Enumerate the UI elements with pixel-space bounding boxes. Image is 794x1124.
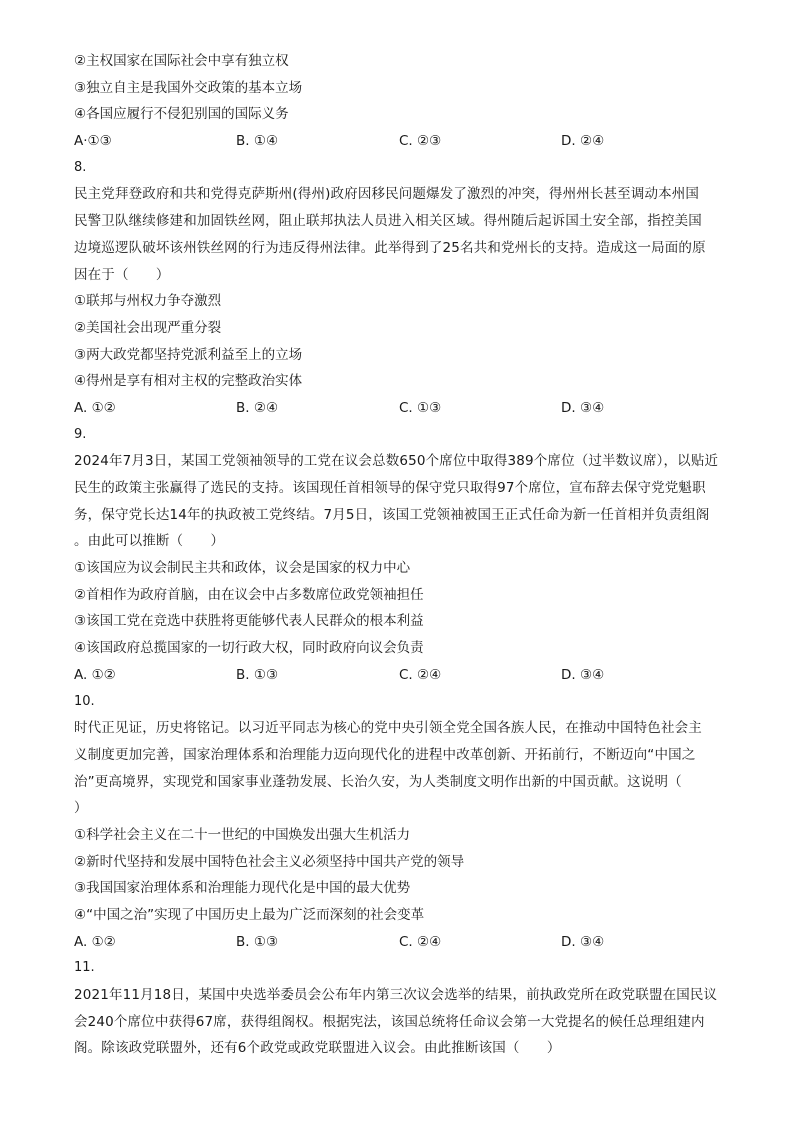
option-a: A. ①② <box>74 933 116 950</box>
stem-line: 时代正见证，历史将铭记。以习近平同志为核心的党中央引领全党全国各族人民，在推动中国特色社会主 <box>74 720 702 737</box>
option-d: D. ③④ <box>561 666 605 683</box>
question-7-tail <box>74 50 724 152</box>
stem-line: 边境巡逻队破坏该州铁丝网的行为违反得州法律。此举得到了25名共和党州长的支持。造成这一局面的原 <box>74 239 706 256</box>
option-a: A. ①② <box>74 666 116 683</box>
statement-item: ④该国政府总揽国家的一切行政大权，同时政府向议会负责 <box>74 640 424 657</box>
option-a: A·①③ <box>74 133 112 150</box>
statement-item: ①该国应为议会制民主共和政体，议会是国家的权力中心 <box>74 560 411 577</box>
stem-line: 因在于（ ） <box>74 266 170 283</box>
statement-item: ②新时代坚持和发展中国特色社会主义必须坚持中国共产党的领导 <box>74 853 465 870</box>
option-b: B. ①③ <box>236 933 279 950</box>
question-number: 8. <box>74 159 87 175</box>
option-b: B. ②④ <box>236 399 279 416</box>
stem-line: 2021年11月18日，某国中央选举委员会公布年内第三次议会选举的结果，前执政党所在政党联盟在国民议 <box>74 987 718 1004</box>
question-stem <box>74 984 724 1059</box>
stem-line: 民生的政策主张赢得了选民的支持。该国现任首相领导的保守党只取得97个席位，宣布辞去保守党党魁职 <box>74 480 706 496</box>
statement-item: ③我国国家治理体系和治理能力现代化是中国的最大优势 <box>74 880 411 897</box>
stem-line: 治”更高境界，实现党和国家事业蓬勃发展、长治久安，为人类制度文明作出新的中国贡献。这说明（ <box>74 773 682 790</box>
option-c: C. ②④ <box>399 933 442 950</box>
exam-page <box>74 50 724 1064</box>
option-c: C. ①③ <box>399 399 442 416</box>
statement-item: ②首相作为政府首脑，由在议会中占多数席位政党领袖担任 <box>74 586 424 603</box>
question-9 <box>74 424 724 686</box>
statement-item: ④得州是享有相对主权的完整政治实体 <box>74 373 303 390</box>
statement-item: ③两大政党都坚持党派利益至上的立场 <box>74 346 303 363</box>
statement-item: ③独立自主是我国外交政策的基本立场 <box>74 79 303 96</box>
stem-line: 义制度更加完善，国家治理体系和治理能力迈向现代化的进程中改革创新、开拓前行，不断迈向“中国之 <box>74 746 696 763</box>
option-d: D. ③④ <box>561 933 605 950</box>
option-a: A. ①② <box>74 399 116 416</box>
statement-item: ③该国工党在竞选中获胜将更能够代表人民群众的根本利益 <box>74 613 424 630</box>
statement-item: ①联邦与州权力争夺激烈 <box>74 293 222 310</box>
statement-item: ①科学社会主义在二十一世纪的中国焕发出强大生机活力 <box>74 826 411 843</box>
stem-line: 2024年7月3日，某国工党领袖领导的工党在议会总数650个席位中取得389个席位（过半数议席），以贴近 <box>74 453 719 470</box>
option-b: B. ①③ <box>236 666 279 683</box>
question-stem <box>74 450 724 552</box>
statement-item: ④各国应履行不侵犯别国的国际义务 <box>74 106 289 123</box>
stem-line: 务，保守党长达14年的执政被工党终结。7月5日，该国工党领袖被国王正式任命为新一任首相并负责组阁 <box>74 506 710 523</box>
option-c: C. ②③ <box>399 133 442 150</box>
stem-line: 阁。除该政党联盟外，还有6个政党或政党联盟进入议会。由此推断该国（ ） <box>74 1040 561 1057</box>
stem-line: 民警卫队继续修建和加固铁丝网，阻止联邦执法人员进入相关区域。得州随后起诉国土安全部，指控美国 <box>74 213 702 230</box>
option-b: B. ①④ <box>236 133 279 150</box>
question-11 <box>74 957 724 1059</box>
stem-line: 民主党拜登政府和共和党得克萨斯州(得州)政府因移民问题爆发了激烈的冲突，得州州长甚至调动本州国 <box>74 186 700 203</box>
answer-options <box>74 931 724 953</box>
stem-line: 会240个席位中获得67席，获得组阁权。根据宪法，该国总统将任命议会第一大党提名的候任总理组建内 <box>74 1013 705 1030</box>
question-8 <box>74 157 724 419</box>
question-number: 9. <box>74 426 87 442</box>
answer-options <box>74 664 724 686</box>
stem-line: 。由此可以推断（ ） <box>74 533 225 550</box>
question-10 <box>74 691 724 953</box>
answer-options <box>74 397 724 419</box>
option-d: D. ③④ <box>561 399 605 416</box>
statement-item: ④“中国之治”实现了中国历史上最为广泛而深刻的社会变革 <box>74 907 425 923</box>
question-number: 11. <box>74 960 95 976</box>
question-stem <box>74 717 724 819</box>
statement-item: ②美国社会出现严重分裂 <box>74 319 222 336</box>
question-number: 10. <box>74 693 95 709</box>
option-d: D. ②④ <box>561 133 605 150</box>
stem-line: ） <box>74 800 88 817</box>
answer-options <box>74 130 724 152</box>
option-c: C. ②④ <box>399 666 442 683</box>
statement-item: ②主权国家在国际社会中享有独立权 <box>74 53 289 69</box>
question-stem <box>74 183 724 285</box>
